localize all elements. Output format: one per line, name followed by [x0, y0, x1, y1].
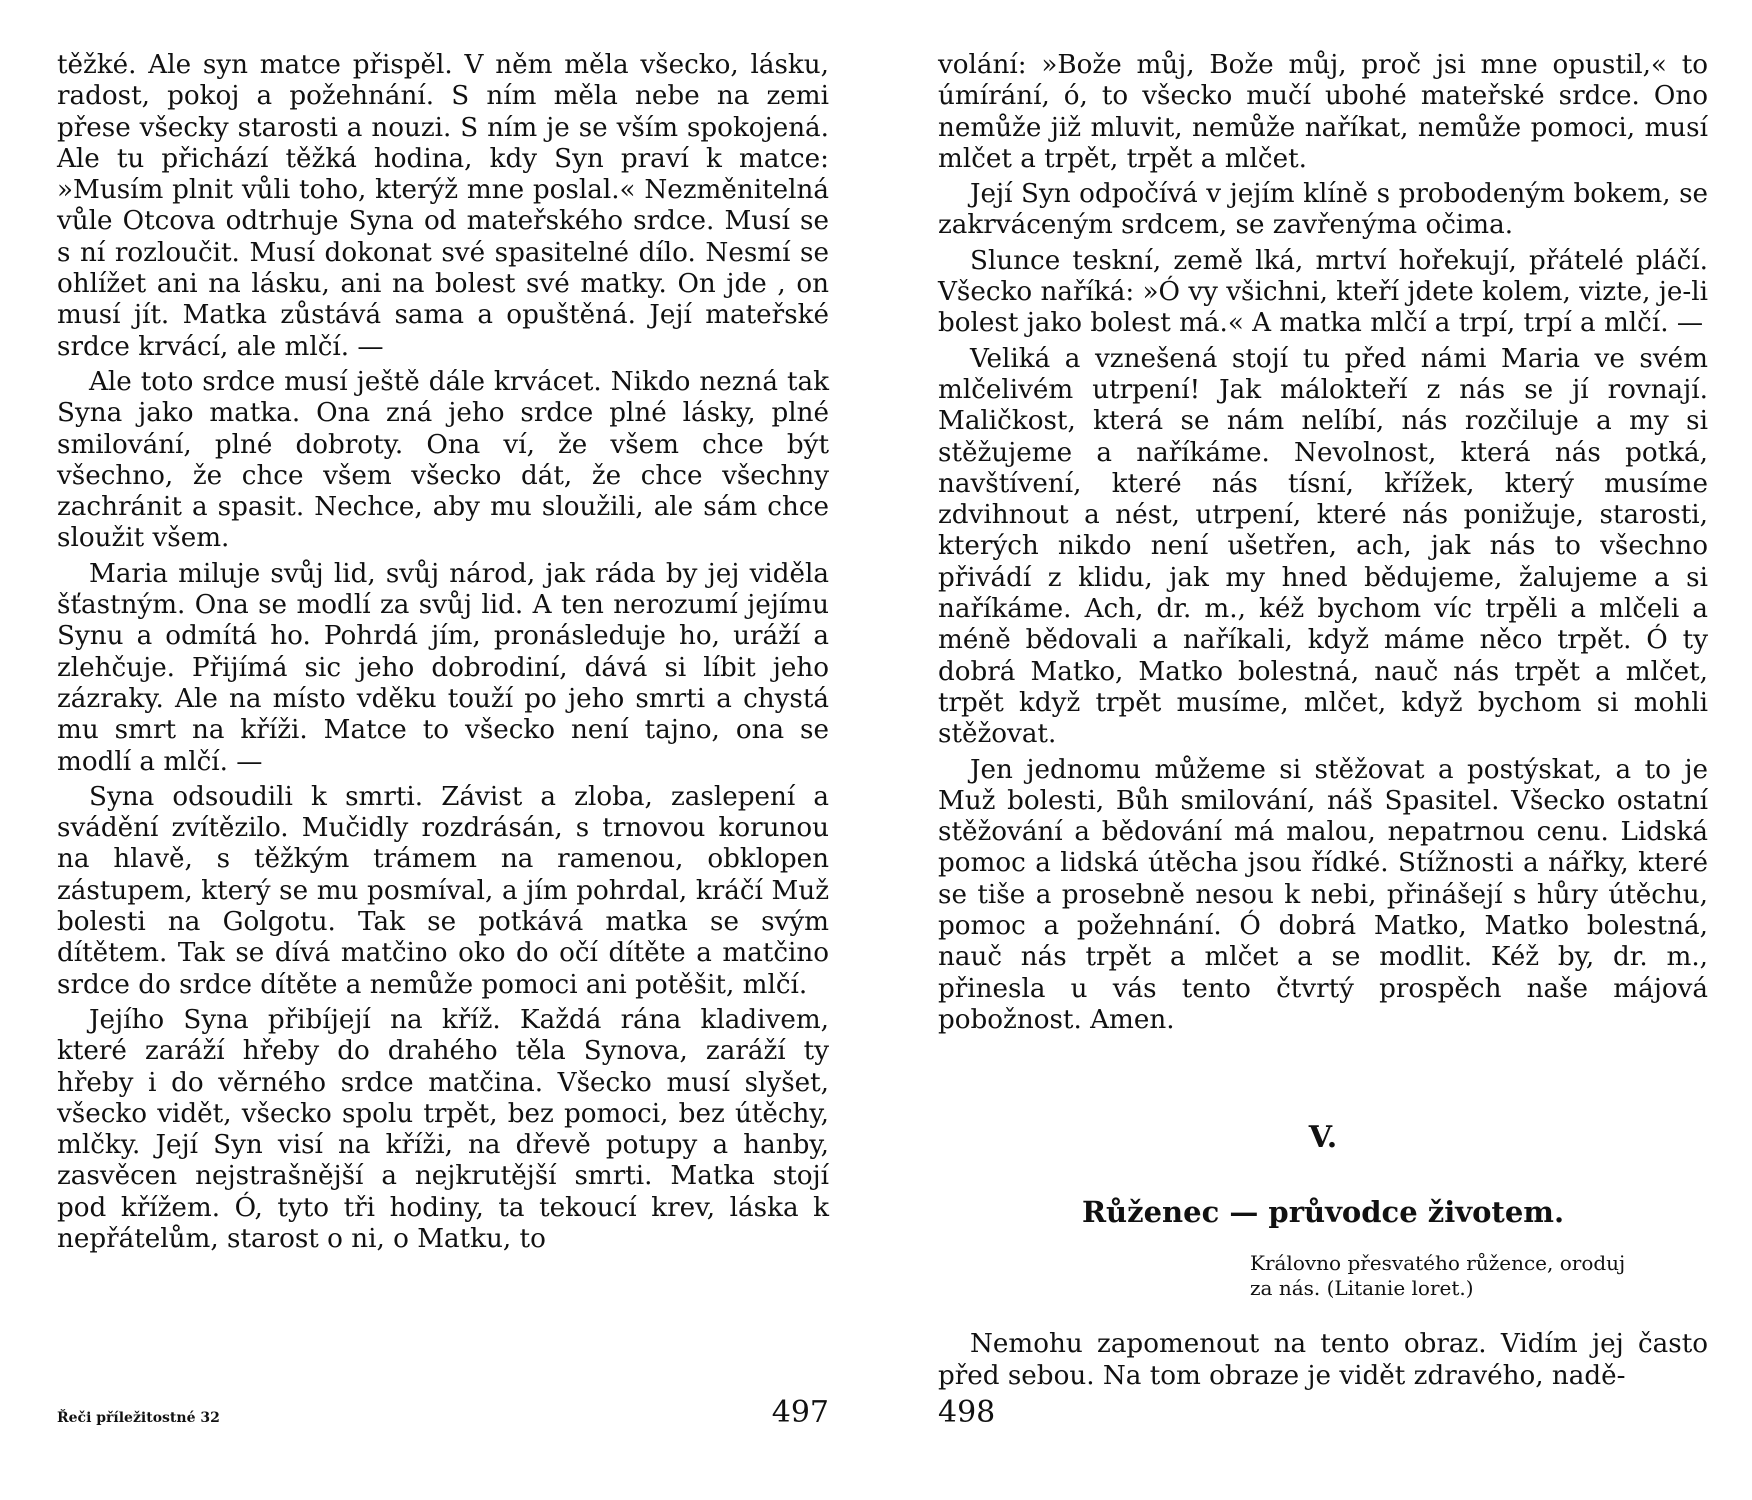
left-page: [57, 50, 829, 1450]
page-number: 498: [938, 1395, 996, 1430]
paragraph: volání: »Bože můj, Bože můj, proč jsi mne opustil,« to úmírání, ó, to všecko mučí ubohé mateřské srdce. Ono nemůže již mluvit, nemůže naříkat, nemůže pomoci, musí mlčet a trpět, trpět a mlčet.: [938, 50, 1708, 174]
paragraph: Nemohu zapomenout na tento obraz. Vidím jej často před sebou. Na tom obraze je vidět zdravého, nadě-: [938, 1329, 1708, 1391]
paragraph: Jen jednomu můžeme si stěžovat a postýskat, a to je Muž bolesti, Bůh smilování, náš Spasitel. Všecko ostatní stěžování a bědování má malou, nepatrnou cenu. Lidská pomoc a lidská útěcha jsou řídké. Stížnosti a nářky, které se tiše a prosebně nesou k nebi, přinášejí s hůry útěchu, pomoc a požehnání. Ó dobrá Matko, Matko bolestná, nauč nás trpět a mlčet a se modlit. Kéž by, dr. m., přinesla u vás tento čtvrtý prospěch naše májová pobožnost. Amen.: [938, 754, 1708, 1035]
paragraph: Maria miluje svůj lid, svůj národ, jak ráda by jej viděla šťastným. Ona se modlí za svůj lid. A ten nerozumí jejímu Synu a odmítá ho. Pohrdá jím, pronásleduje ho, uráží a zlehčuje. Přijímá sic jeho dobrodiní, dává si líbit jeho zázraky. Ale na místo vděku touží po jeho smrti a chystá mu smrt na kříži. Matce to všecko není tajno, ona se modlí a mlčí. —: [57, 558, 829, 777]
paragraph: Syna odsoudili k smrti. Závist a zloba, zaslepení a svádění zvítězilo. Mučidly rozdrásán, s trnovou korunou na hlavě, s těžkým trámem na ramenou, obklopen zástupem, který se mu posmíval, a jím pohrdal, kráčí Muž bolesti na Golgotu. Tak se potkává matka se svým dítětem. Tak se dívá matčino oko do očí dítěte a matčino srdce do srdce dítěte a nemůže pomoci ani potěšit, mlčí.: [57, 781, 829, 1000]
paragraph: Veliká a vznešená stojí tu před námi Maria ve svém mlčelivém utrpení! Jak málokteří z nás se jí rovnají. Maličkost, která se nám nelíbí, nás rozčiluje a my si stěžujeme a naříkáme. Nevolnost, která nás potká, navštívení, které nás tísní, křížek, který musíme zdvihnout a nést, utrpení, které nás ponižuje, starosti, kterých nikdo není ušetřen, ach, jak nás to všechno přivádí z klidu, jak my hned bědujeme, žalujeme a si naříkáme. Ach, dr. m., kéž bychom víc trpěli a mlčeli a méně bědovali a naříkali, když máme něco trpět. Ó ty dobrá Matko, Matko bolestná, nauč nás trpět a mlčet, trpět když trpět musíme, mlčet, když bychom si mohli stěžovat.: [938, 343, 1708, 750]
left-page-body: [57, 50, 829, 1255]
left-page-footer: [57, 1390, 829, 1430]
footer-note: Řeči příležitostné 32: [57, 1410, 220, 1426]
page-number: 497: [771, 1395, 829, 1430]
section-number: V.: [1308, 1120, 1338, 1156]
right-page-footer: [938, 1390, 1708, 1430]
paragraph: Ale toto srdce musí ještě dále krvácet. Nikdo nezná tak Syna jako matka. Ona zná jeho srdce plné lásky, plné smilování, plné dobroty. Ona ví, že všem chce být všechno, že chce všem všecko dát, že chce všechny zachránit a spasit. Nechce, aby mu sloužili, ale sám chce sloužit všem.: [57, 366, 829, 554]
epigraph-line: Královno přesvatého růžence, oroduj: [1250, 1251, 1626, 1276]
paragraph: těžké. Ale syn matce přispěl. V něm měla všecko, lásku, radost, pokoj a požehnání. S ním měla nebe na zemi přese všecky starosti a nouzi. S ním je se vším spokojená. Ale tu přichází těžká hodina, kdy Syn praví k matce: »Musím plnit vůli toho, kterýž mne poslal.« Nezměnitelná vůle Otcova odtrhuje Syna od mateřského srdce. Musí se s ní rozloučit. Musí dokonat své spasitelné dílo. Nesmí se ohlížet ani na lásku, ani na bolest své matky. On jde , on musí jít. Matka zůstává sama a opuštěná. Její mateřské srdce krvácí, ale mlčí. —: [57, 50, 829, 362]
section-body: [938, 1329, 1708, 1392]
paragraph: Slunce teskní, země lká, mrtví hořekují, přátelé pláčí. Všecko naříká: »Ó vy všichni, kteří jdete kolem, vizte, je-li bolest jako bolest má.« A matka mlčí a trpí, trpí a mlčí. —: [938, 245, 1708, 339]
right-page-body: [938, 50, 1708, 1036]
section-title: Růženec — průvodce životem.: [1081, 1195, 1565, 1230]
paragraph: Jejího Syna přibíjejí na kříž. Každá rána kladivem, které zaráží hřeby do drahého těla Synova, zaráží ty hřeby i do věrného srdce matčina. Všecko musí slyšet, všecko vidět, všecko spolu trpět, bez pomoci, bez útěchy, mlčky. Její Syn visí na kříži, na dřevě potupy a hanby, zasvěcen nejstrašnější a nejkrutější smrti. Matka stojí pod křížem. Ó, tyto tři hodiny, ta tekoucí krev, láska k nepřátelům, starost o ni, o Matku, to: [57, 1004, 829, 1254]
epigraph: [1250, 1251, 1708, 1301]
epigraph-line: za nás. (Litanie loret.): [1250, 1276, 1474, 1301]
right-page: [938, 50, 1708, 1450]
paragraph: Její Syn odpočívá v jejím klíně s probodeným bokem, se zakrváceným srdcem, se zavřenýma očima.: [938, 179, 1708, 241]
